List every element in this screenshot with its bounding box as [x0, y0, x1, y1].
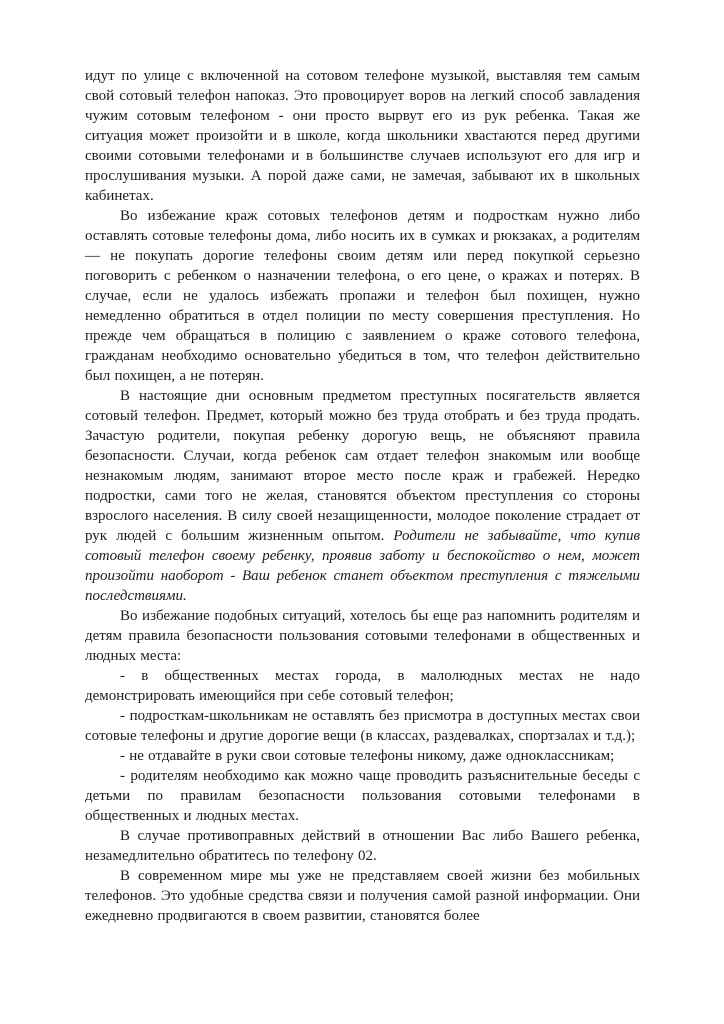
paragraph: [85, 746, 640, 766]
text-block: [85, 66, 640, 926]
text-segment: В современном мире мы уже не представляем своей жизни без мобильных телефонов. Это удобные средства связи и получения самой разной информации. Они ежедневно продвигаются в своем развитии, становятся более: [85, 868, 640, 924]
text-segment: идут по улице с включенной на сотовом телефоне музыкой, выставляя тем самым свой сотовый телефон напоказ. Это провоцирует воров на легкий способ завладения чужим сотовым телефоном - они просто вырвут его из рук ребенка. Такая же ситуация может произойти и в школе, когда школьники хвастаются перед другими своими сотовыми телефонами и в большинстве случаев используют его для игр и прослушивания музыки. А порой даже сами, не замечая, забывают их в школьных кабинетах.: [85, 68, 640, 204]
text-segment: Во избежание подобных ситуаций, хотелось бы еще раз напомнить родителям и детям правила безопасности пользования сотовыми телефонами в общественных и людных места:: [85, 608, 640, 664]
text-segment: - не отдавайте в руки свои сотовые телефоны никому, даже одноклассникам;: [120, 748, 615, 764]
paragraph: [85, 666, 640, 706]
text-segment: Во избежание краж сотовых телефонов детям и подросткам нужно либо оставлять сотовые телефоны дома, либо носить их в сумках и рюкзаках, а родителям — не покупать дорогие телефоны своим детям или перед покупкой серьезно поговорить с ребенком о назначении телефона, о его цене, о кражах и потерях. В случае, если не удалось избежать пропажи и телефон был похищен, нужно немедленно обратиться в отдел полиции по месту совершения преступления. Но прежде чем обращаться в полицию с заявлением о краже сотового телефона, гражданам необходимо основательно убедиться в том, что телефон действительно был похищен, а не потерян.: [85, 208, 640, 384]
paragraph: [85, 706, 640, 746]
paragraph: [85, 866, 640, 926]
paragraph: [85, 206, 640, 386]
paragraph: [85, 66, 640, 206]
text-segment: В настоящие дни основным предметом преступных посягательств является сотовый телефон. Предмет, который можно без труда отобрать и без труда продать. Зачастую родители, покупая ребенку дорогую вещь, не объясняют правила безопасности. Случаи, когда ребенок сам отдает телефон знакомым или вообще незнакомым людям, занимают второе место после краж и грабежей. Нередко подростки, сами того не желая, становятся объектом преступления со стороны взрослого населения. В силу своей незащищенности, молодое поколение страдает от рук людей с большим жизненным опытом.: [85, 388, 640, 544]
text-segment: - родителям необходимо как можно чаще проводить разъяснительные беседы с детьми по правилам безопасности пользования сотовыми телефонами в общественных и людных местах.: [85, 768, 640, 824]
text-segment: - в общественных местах города, в малолюдных местах не надо демонстрировать имеющийся при себе сотовый телефон;: [85, 668, 640, 704]
paragraph: [85, 826, 640, 866]
text-segment: В случае противоправных действий в отношении Вас либо Вашего ребенка, незамедлительно обратитесь по телефону 02.: [85, 828, 640, 864]
paragraph: [85, 606, 640, 666]
text-segment: - подросткам-школьникам не оставлять без присмотра в доступных местах свои сотовые телефоны и другие дорогие вещи (в классах, раздевалках, спортзалах и т.д.);: [85, 708, 640, 744]
paragraph: [85, 766, 640, 826]
italic-text-segment: Родители не забывайте, что купив сотовый телефон своему ребенку, проявив заботу и беспокойство о нем, может произойти наоборот - Ваш ребенок станет объектом преступления с тяжелыми последствиями.: [85, 528, 640, 604]
paragraph: [85, 386, 640, 606]
